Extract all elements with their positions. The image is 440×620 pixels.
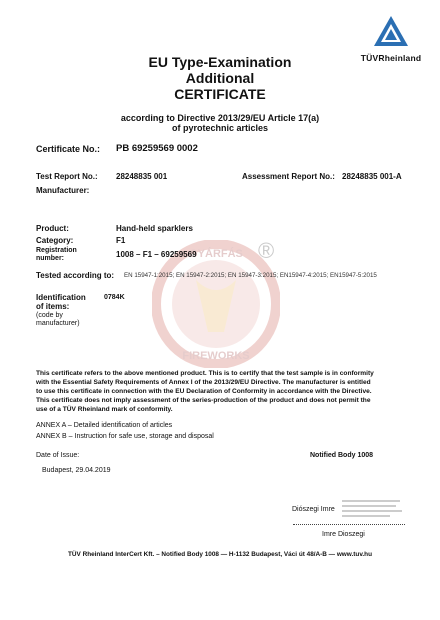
registration-label-2: number: bbox=[36, 255, 64, 262]
body-text-line-5: use of a TÜV Rheinland mark of conformity. bbox=[36, 406, 173, 413]
subtitle-line-2: of pyrotechnic articles bbox=[171, 123, 269, 133]
annex-a: ANNEX A – Detailed identification of articles bbox=[36, 422, 173, 429]
body-text-line-3: to use this certificate in connection with the EU Declaration of Conformity in accordance with the Directive. bbox=[36, 388, 372, 395]
triangle-logo-icon bbox=[372, 14, 410, 48]
identification-label-1: Identification bbox=[36, 293, 86, 302]
subtitle-line-1: according to Directive 2013/29/EU Article 17(a) bbox=[120, 113, 320, 123]
notified-body: Notified Body 1008 bbox=[310, 452, 374, 459]
identification-label-2: of items: bbox=[36, 302, 70, 311]
body-text-line-2: with the Essential Safety Requirements of Annex I of the 2013/29/EU Directive. The manufacturer is entitled bbox=[36, 379, 371, 386]
assessment-report-label: Assessment Report No.: bbox=[242, 172, 335, 181]
identification-note-1: (code by bbox=[36, 312, 63, 319]
logo-brand-text: TÜVRheinland bbox=[360, 53, 422, 63]
date-of-issue-label: Date of Issue: bbox=[36, 452, 80, 459]
registration-value: 1008 – F1 – 69259569 bbox=[116, 250, 197, 259]
category-label: Category: bbox=[36, 236, 74, 245]
signature-line bbox=[293, 524, 405, 525]
test-report-value: 28248835 001 bbox=[116, 172, 168, 181]
footer-text: TÜV Rheinland InterCert Kft. – Notified Body 1008 — H-1132 Budapest, Váci út 48/A-B — www.tuv.hu bbox=[68, 551, 372, 558]
product-value: Hand-held sparklers bbox=[116, 224, 193, 233]
registered-mark-icon: ® bbox=[258, 238, 275, 263]
test-report-label: Test Report No.: bbox=[36, 172, 98, 181]
svg-text:GYÁRFÁS: GYÁRFÁS bbox=[189, 248, 243, 260]
category-value: F1 bbox=[116, 236, 126, 245]
signature-name: Diószegi Imre bbox=[292, 506, 335, 513]
title-line-2: Additional bbox=[185, 70, 255, 86]
svg-text:FIREWORKS: FIREWORKS bbox=[182, 350, 250, 362]
title-line-1: EU Type-Examination bbox=[148, 54, 292, 70]
tested-according-label: Tested according to: bbox=[36, 271, 115, 280]
signature-stamp-icon bbox=[340, 496, 408, 522]
body-text-line-4: This certificate does not imply assessment of the series-production of the product and does not permit the bbox=[36, 397, 371, 404]
title-line-3: CERTIFICATE bbox=[174, 86, 266, 102]
assessment-report-value: 28248835 001-A bbox=[342, 172, 402, 181]
certificate-no-value: PB 69259569 0002 bbox=[116, 143, 198, 154]
annex-b: ANNEX B – Instruction for safe use, storage and disposal bbox=[36, 433, 214, 440]
body-text-line-1: This certificate refers to the above mentioned product. This is to certify that the test sample is in conformity bbox=[36, 370, 374, 377]
manufacturer-label: Manufacturer: bbox=[36, 186, 90, 195]
registration-label-1: Registration bbox=[36, 247, 77, 254]
certificate-body-text bbox=[36, 369, 416, 414]
signature-caption: Imre Dioszegi bbox=[322, 531, 365, 538]
identification-note-2: manufacturer) bbox=[36, 320, 80, 327]
product-label: Product: bbox=[36, 224, 69, 233]
tested-according-value: EN 15947-1:2015; EN 15947-2:2015; EN 15947-3:2015; EN15947-4:2015; EN15947-5:2015 bbox=[124, 272, 377, 279]
date-of-issue-value: Budapest, 29.04.2019 bbox=[42, 467, 111, 474]
identification-value: 0784K bbox=[104, 294, 125, 301]
certificate-no-label: Certificate No.: bbox=[36, 144, 101, 154]
